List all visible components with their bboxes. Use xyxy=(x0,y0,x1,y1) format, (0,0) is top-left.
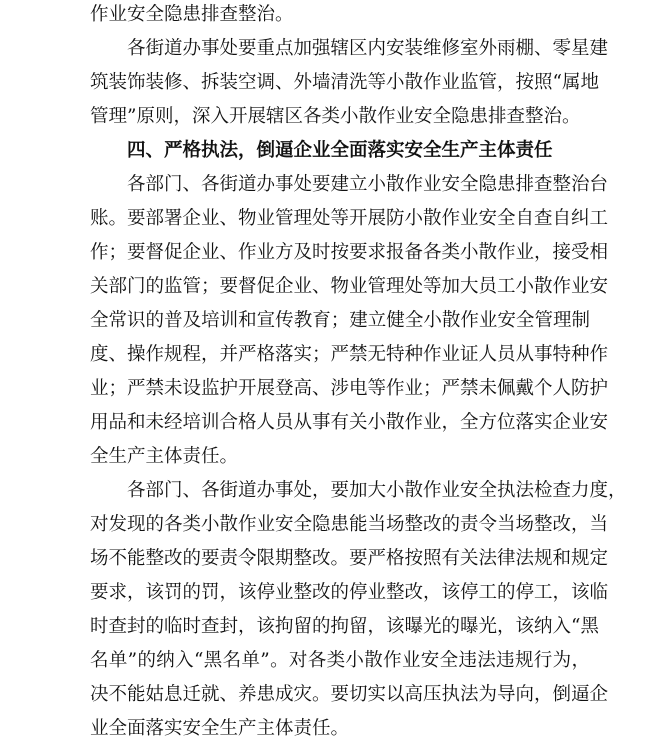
text-line: 筑装饰装修、拆装空调、外墙清洗等小散作业监管，按照“属地 xyxy=(90,72,599,93)
text-line: 用品和未经培训合格人员从事有关小散作业，全方位落实企业安 xyxy=(90,412,609,433)
text-line: 度、操作规程，并严格落实；严禁无特种作业证人员从事特种作 xyxy=(90,344,609,365)
text-line: 全常识的普及培训和宣传教育；建立健全小散作业安全管理制 xyxy=(90,310,590,331)
text-line: 业全面落实安全生产主体责任。 xyxy=(90,718,350,739)
text-line: 作业安全隐患排查整治。 xyxy=(90,4,294,25)
section-heading: 四、严格执法，倒逼企业全面落实安全生产主体责任 xyxy=(127,140,553,161)
text-line: 账。要部署企业、物业管理处等开展防小散作业安全自查自纠工 xyxy=(90,208,609,229)
text-line: 关部门的监管；要督促企业、物业管理处等加大员工小散作业安 xyxy=(90,276,609,297)
text-line: 时查封的临时查封，该拘留的拘留，该曝光的曝光，该纳入“黑 xyxy=(90,616,599,637)
paragraph-street-offices-supervision xyxy=(90,32,609,134)
text-line: 各部门、各街道办事处要建立小散作业安全隐患排查整治台 xyxy=(127,174,609,195)
text-line: 要求，该罚的罚，该停业整改的停业整改，该停工的停工，该临 xyxy=(90,582,609,603)
text-line: 管理”原则，深入开展辖区各类小散作业安全隐患排查整治。 xyxy=(90,106,581,127)
text-line: 决不能姑息迁就、养患成灾。要切实以高压执法为导向，倒逼企 xyxy=(90,684,609,705)
text-line: 各部门、各街道办事处，要加大小散作业安全执法检查力度， xyxy=(127,480,627,501)
paragraph-ledger-requirements xyxy=(90,168,609,474)
paragraph-enforcement xyxy=(90,474,627,746)
text-line: 场不能整改的要责令限期整改。要严格按照有关法律法规和规定 xyxy=(90,548,609,569)
text-line: 各街道办事处要重点加强辖区内安装维修室外雨棚、零星建 xyxy=(127,38,609,59)
paragraph-continuation xyxy=(90,0,590,32)
text-line: 对发现的各类小散作业安全隐患能当场整改的责令当场整改，当 xyxy=(90,514,609,535)
text-line: 作；要督促企业、作业方及时按要求报备各类小散作业，接受相 xyxy=(90,242,609,263)
text-line: 全生产主体责任。 xyxy=(90,446,239,467)
document-page xyxy=(90,0,627,746)
text-line: 名单”的纳入“黑名单”。对各类小散作业安全违法违规行为， xyxy=(90,650,590,671)
text-line: 业；严禁未设监护开展登高、涉电等作业；严禁未佩戴个人防护 xyxy=(90,378,609,399)
